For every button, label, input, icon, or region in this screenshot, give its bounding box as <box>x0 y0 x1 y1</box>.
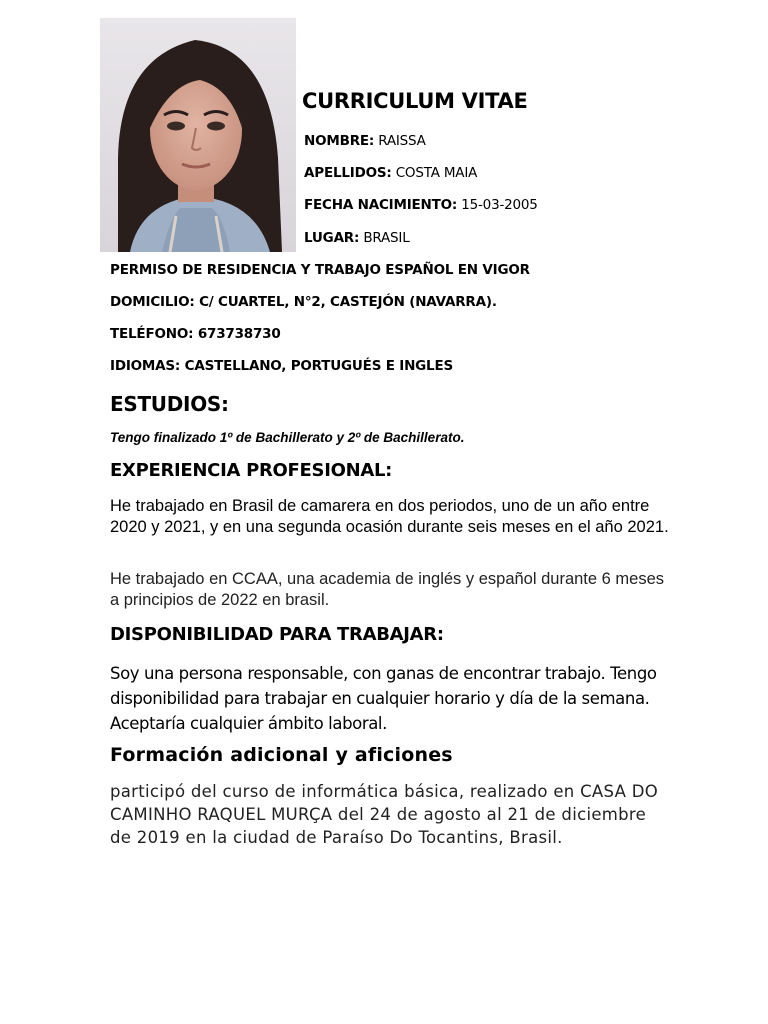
field-nombre <box>304 133 426 149</box>
profile-photo <box>100 18 296 252</box>
permiso-line: PERMISO DE RESIDENCIA Y TRABAJO ESPAÑOL EN VIGOR <box>110 262 530 278</box>
field-apellidos <box>304 165 477 181</box>
apellidos-value: COSTA MAIA <box>395 165 478 181</box>
fecha-value: 15-03-2005 <box>461 197 538 213</box>
experiencia-paragraph-1: He trabajado en Brasil de camarera en dos periodos, uno de un año entre 2020 y 2021, y en una segunda ocasión durante seis meses en el año 2021. <box>110 497 669 536</box>
nombre-value: RAISSA <box>378 133 426 149</box>
experiencia-heading: EXPERIENCIA PROFESIONAL: <box>110 460 393 481</box>
formacion-heading: Formación adicional y aficiones <box>110 744 453 766</box>
domicilio-line: DOMICILIO: C/ CUARTEL, N°2, CASTEJÓN (NAVARRA). <box>110 294 497 310</box>
field-lugar <box>304 230 410 246</box>
cv-title: CURRICULUM VITAE <box>302 89 528 113</box>
lugar-label: LUGAR: <box>304 230 360 246</box>
lugar-value: BRASIL <box>363 230 410 246</box>
idiomas-line: IDIOMAS: CASTELLANO, PORTUGUÉS E INGLES <box>110 358 453 374</box>
field-fecha-nacimiento <box>304 197 538 213</box>
formacion-text: participó del curso de informática básica, realizado en CASA DO CAMINHO RAQUEL MURÇA del 24 de agosto al 21 de diciembre de 2019 en la ciudad de Paraíso Do Tocantins, Brasil. <box>110 782 659 847</box>
telefono-line: TELÉFONO: 673738730 <box>110 326 281 342</box>
nombre-label: NOMBRE: <box>304 133 375 149</box>
experiencia-paragraph-2: He trabajado en CCAA, una academia de inglés y español durante 6 meses a principios de 2022 en brasil. <box>110 570 665 609</box>
apellidos-label: APELLIDOS: <box>304 165 392 181</box>
disponibilidad-text: Soy una persona responsable, con ganas de encontrar trabajo. Tengo disponibilidad para trabajar en cualquier horario y día de la semana. Aceptaría cualquier ámbito laboral. <box>110 664 657 733</box>
disponibilidad-heading: DISPONIBILIDAD PARA TRABAJAR: <box>110 624 444 645</box>
estudios-text: Tengo finalizado 1º de Bachillerato y 2º de Bachillerato. <box>110 430 465 445</box>
estudios-heading: ESTUDIOS: <box>110 392 229 416</box>
fecha-label: FECHA NACIMIENTO: <box>304 197 458 213</box>
